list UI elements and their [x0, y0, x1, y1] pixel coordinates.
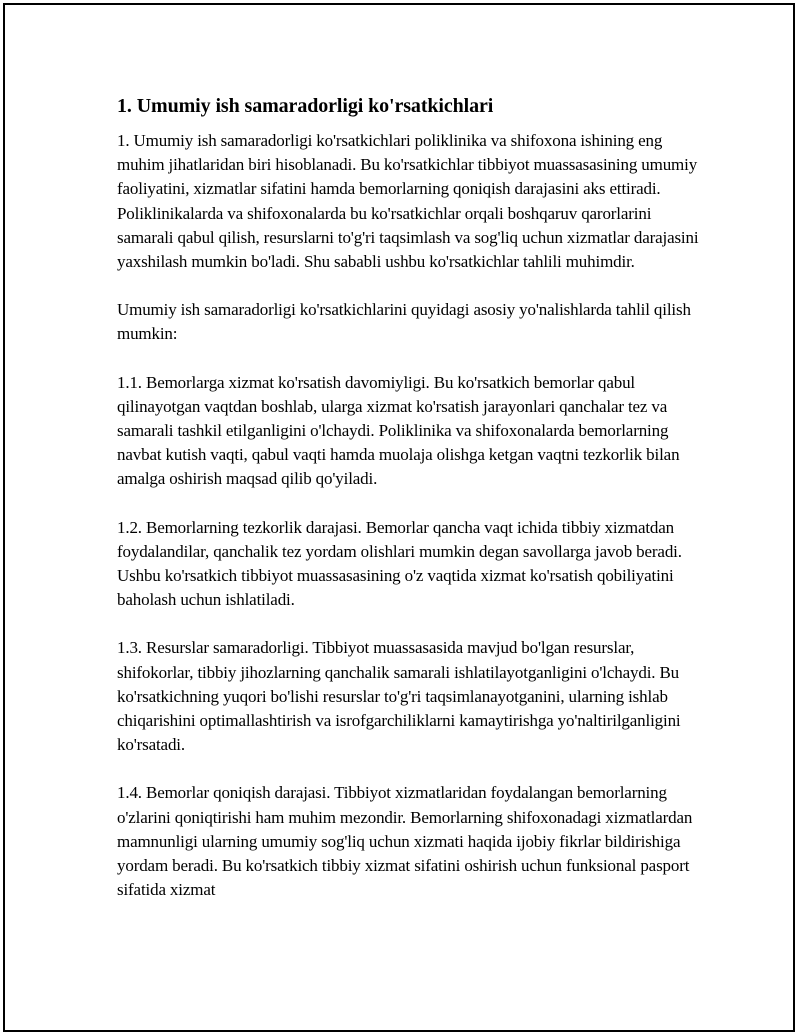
paragraph-directions: Umumiy ish samaradorligi ko'rsatkichlarini quyidagi asosiy yo'nalishlarda tahlil qilish mumkin: [117, 300, 691, 344]
paragraph-1-4: 1.4. Bemorlar qoniqish darajasi. Tibbiyot xizmatlaridan foydalangan bemorlarning o'zlarini qoniqtirishi ham muhim mezondir. Bemorlarning shifoxonadagi xizmatlardan mamnunligi ularning umumiy sog'liq uchun xizmati haqida ijobiy fikrlar bildirishiga yordam beradi. Bu ko'rsatkich tibbiy xizmat sifatini oshirish uchun funksional pasport sifatida xizmat [117, 783, 693, 900]
paragraph-intro: 1. Umumiy ish samaradorligi ko'rsatkichlari poliklinika va shifoxona ishining eng muhim jihatlaridan biri hisoblanadi. Bu ko'rsatkichlar tibbiyot muassasasining umumiy faoliyatini, xizmatlar sifatini hamda bemorlarning qoniqish darajasini aks ettiradi. Poliklinikalarda va shifoxonalarda bu ko'rsatkichlar orqali boshqaruv qarorlarini samarali qabul qilish, resurslarni to'g'ri taqsimlash va sog'liq uchun xizmatlar darajasini yaxshilash mumkin bo'ladi. Shu sababli ushbu ko'rsatkichlar tahlili muhimdir. [117, 131, 699, 272]
paragraph-1-2: 1.2. Bemorlarning tezkorlik darajasi. Bemorlar qancha vaqt ichida tibbiy xizmatdan foydalandilar, qanchalik tez yordam olishlari mumkin degan savollarga javob beradi. Ushbu ko'rsatkich tibbiyot muassasasining o'z vaqtida xizmat ko'rsatish qobiliyatini baholash uchun ishlatiladi. [117, 517, 682, 610]
document-body [117, 93, 700, 902]
paragraph-1-1: 1.1. Bemorlarga xizmat ko'rsatish davomiyligi. Bu ko'rsatkich bemorlar qabul qilinayotgan vaqtdan boshlab, ularga xizmat ko'rsatish jarayonlari qanchalar tez va samarali tashkil etilganligini o'lchaydi. Poliklinika va shifoxonalarda bemorlarning navbat kutish vaqti, qabul vaqti hamda muolaja olishga ketgan vaqtni tezkorlik bilan amalga oshirish maqsad qilib qo'yiladi. [117, 372, 680, 489]
section-heading: 1. Umumiy ish samaradorligi ko'rsatkichlari [117, 95, 494, 117]
paragraph-1-3: 1.3. Resurslar samaradorligi. Tibbiyot muassasasida mavjud bo'lgan resurslar, shifokorlar, tibbiy jihozlarning qanchalik samarali ishlatilayotganligini o'lchaydi. Bu ko'rsatkichning yuqori bo'lishi resurslar to'g'ri taqsimlanayotganini, ularning ishlab chiqarishini optimallashtirish va isrofgarchiliklarni kamaytirishga yo'naltirilganligini ko'rsatadi. [117, 638, 681, 755]
